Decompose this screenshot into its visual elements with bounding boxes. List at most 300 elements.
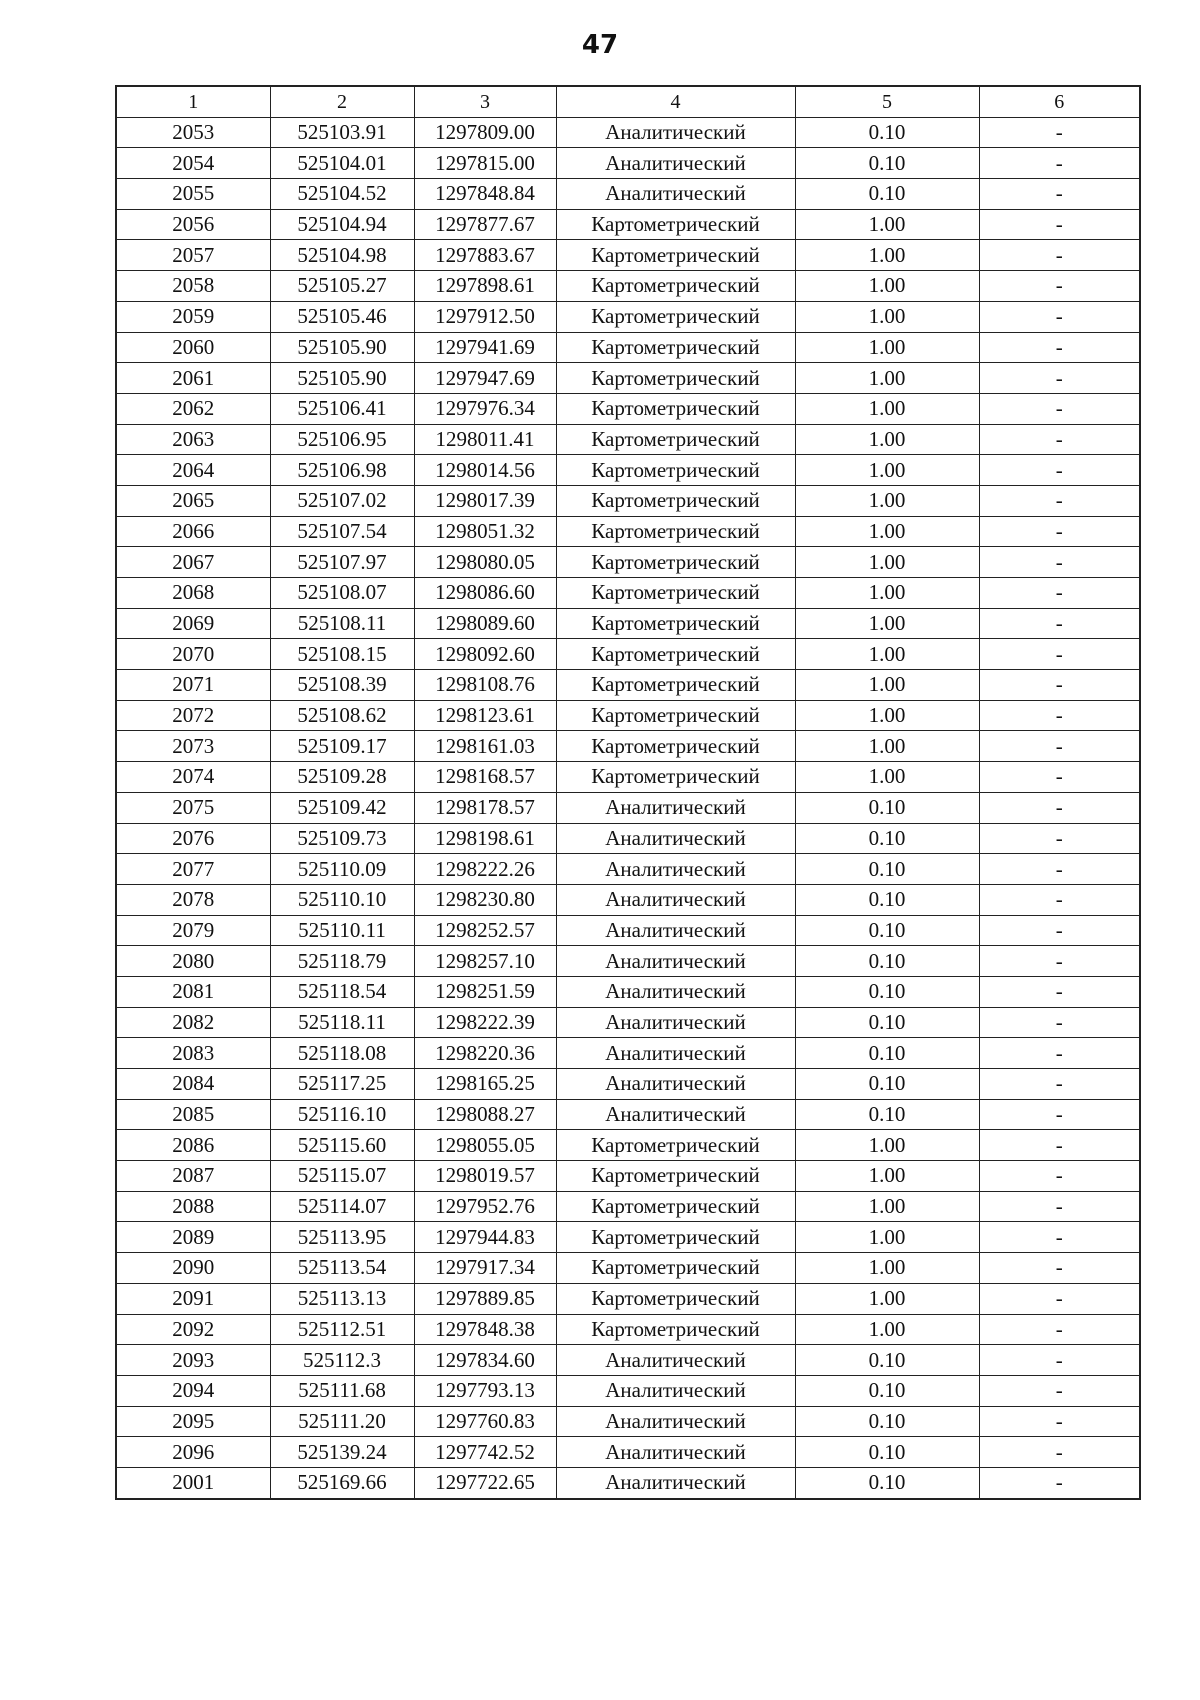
table-row xyxy=(116,363,1140,394)
accuracy-cell: 1.00 xyxy=(795,516,979,547)
y-coordinate-cell: 1298168.57 xyxy=(414,762,556,793)
table-row xyxy=(116,240,1140,271)
description-cell: - xyxy=(979,363,1140,394)
point-number-cell: 2079 xyxy=(116,915,270,946)
table-row xyxy=(116,608,1140,639)
y-coordinate-cell: 1298108.76 xyxy=(414,670,556,701)
accuracy-cell: 1.00 xyxy=(795,547,979,578)
x-coordinate-cell: 525112.51 xyxy=(270,1314,414,1345)
y-coordinate-cell: 1298165.25 xyxy=(414,1069,556,1100)
x-coordinate-cell: 525108.11 xyxy=(270,608,414,639)
x-coordinate-cell: 525110.11 xyxy=(270,915,414,946)
y-coordinate-cell: 1297952.76 xyxy=(414,1191,556,1222)
x-coordinate-cell: 525106.98 xyxy=(270,455,414,486)
coordinates-table xyxy=(115,85,1141,1500)
method-cell: Картометрический xyxy=(556,547,795,578)
accuracy-cell: 1.00 xyxy=(795,424,979,455)
x-coordinate-cell: 525118.79 xyxy=(270,946,414,977)
table-row xyxy=(116,1345,1140,1376)
y-coordinate-cell: 1297848.38 xyxy=(414,1314,556,1345)
accuracy-cell: 0.10 xyxy=(795,1345,979,1376)
table-row xyxy=(116,731,1140,762)
description-cell: - xyxy=(979,1437,1140,1468)
method-cell: Картометрический xyxy=(556,670,795,701)
x-coordinate-cell: 525104.52 xyxy=(270,179,414,210)
column-header-6: 6 xyxy=(979,86,1140,117)
y-coordinate-cell: 1298220.36 xyxy=(414,1038,556,1069)
method-cell: Аналитический xyxy=(556,1007,795,1038)
accuracy-cell: 0.10 xyxy=(795,148,979,179)
x-coordinate-cell: 525117.25 xyxy=(270,1069,414,1100)
table-row xyxy=(116,455,1140,486)
y-coordinate-cell: 1298222.39 xyxy=(414,1007,556,1038)
method-cell: Аналитический xyxy=(556,1099,795,1130)
accuracy-cell: 1.00 xyxy=(795,1130,979,1161)
column-header-5: 5 xyxy=(795,86,979,117)
description-cell: - xyxy=(979,271,1140,302)
description-cell: - xyxy=(979,148,1140,179)
x-coordinate-cell: 525113.95 xyxy=(270,1222,414,1253)
table-row xyxy=(116,1283,1140,1314)
method-cell: Картометрический xyxy=(556,1161,795,1192)
point-number-cell: 2053 xyxy=(116,117,270,148)
coordinates-table-container xyxy=(115,85,1141,1500)
point-number-cell: 2073 xyxy=(116,731,270,762)
x-coordinate-cell: 525104.01 xyxy=(270,148,414,179)
method-cell: Аналитический xyxy=(556,179,795,210)
method-cell: Картометрический xyxy=(556,455,795,486)
x-coordinate-cell: 525114.07 xyxy=(270,1191,414,1222)
accuracy-cell: 0.10 xyxy=(795,1437,979,1468)
y-coordinate-cell: 1297834.60 xyxy=(414,1345,556,1376)
y-coordinate-cell: 1298080.05 xyxy=(414,547,556,578)
x-coordinate-cell: 525113.54 xyxy=(270,1253,414,1284)
description-cell: - xyxy=(979,823,1140,854)
method-cell: Аналитический xyxy=(556,854,795,885)
accuracy-cell: 0.10 xyxy=(795,854,979,885)
description-cell: - xyxy=(979,946,1140,977)
x-coordinate-cell: 525111.68 xyxy=(270,1375,414,1406)
x-coordinate-cell: 525111.20 xyxy=(270,1406,414,1437)
method-cell: Картометрический xyxy=(556,424,795,455)
accuracy-cell: 1.00 xyxy=(795,578,979,609)
point-number-cell: 2081 xyxy=(116,976,270,1007)
method-cell: Картометрический xyxy=(556,332,795,363)
accuracy-cell: 1.00 xyxy=(795,1191,979,1222)
y-coordinate-cell: 1297912.50 xyxy=(414,301,556,332)
method-cell: Аналитический xyxy=(556,148,795,179)
accuracy-cell: 1.00 xyxy=(795,1161,979,1192)
point-number-cell: 2089 xyxy=(116,1222,270,1253)
column-header-3: 3 xyxy=(414,86,556,117)
table-row xyxy=(116,485,1140,516)
y-coordinate-cell: 1297917.34 xyxy=(414,1253,556,1284)
x-coordinate-cell: 525106.95 xyxy=(270,424,414,455)
accuracy-cell: 1.00 xyxy=(795,363,979,394)
description-cell: - xyxy=(979,1069,1140,1100)
point-number-cell: 2088 xyxy=(116,1191,270,1222)
table-row xyxy=(116,332,1140,363)
point-number-cell: 2061 xyxy=(116,363,270,394)
point-number-cell: 2086 xyxy=(116,1130,270,1161)
point-number-cell: 2055 xyxy=(116,179,270,210)
table-row xyxy=(116,946,1140,977)
method-cell: Аналитический xyxy=(556,1038,795,1069)
accuracy-cell: 0.10 xyxy=(795,915,979,946)
accuracy-cell: 0.10 xyxy=(795,117,979,148)
y-coordinate-cell: 1298086.60 xyxy=(414,578,556,609)
point-number-cell: 2087 xyxy=(116,1161,270,1192)
accuracy-cell: 1.00 xyxy=(795,731,979,762)
description-cell: - xyxy=(979,179,1140,210)
accuracy-cell: 1.00 xyxy=(795,670,979,701)
table-row xyxy=(116,1130,1140,1161)
table-row xyxy=(116,915,1140,946)
method-cell: Аналитический xyxy=(556,823,795,854)
y-coordinate-cell: 1298014.56 xyxy=(414,455,556,486)
table-row xyxy=(116,976,1140,1007)
accuracy-cell: 0.10 xyxy=(795,792,979,823)
point-number-cell: 2094 xyxy=(116,1375,270,1406)
description-cell: - xyxy=(979,1038,1140,1069)
table-row xyxy=(116,271,1140,302)
y-coordinate-cell: 1297941.69 xyxy=(414,332,556,363)
table-row xyxy=(116,1253,1140,1284)
table-row xyxy=(116,117,1140,148)
table-row xyxy=(116,792,1140,823)
y-coordinate-cell: 1297742.52 xyxy=(414,1437,556,1468)
x-coordinate-cell: 525104.94 xyxy=(270,209,414,240)
method-cell: Картометрический xyxy=(556,363,795,394)
y-coordinate-cell: 1298178.57 xyxy=(414,792,556,823)
method-cell: Аналитический xyxy=(556,117,795,148)
accuracy-cell: 0.10 xyxy=(795,179,979,210)
y-coordinate-cell: 1297877.67 xyxy=(414,209,556,240)
table-row xyxy=(116,1222,1140,1253)
accuracy-cell: 0.10 xyxy=(795,1467,979,1498)
description-cell: - xyxy=(979,1191,1140,1222)
y-coordinate-cell: 1298230.80 xyxy=(414,884,556,915)
point-number-cell: 2077 xyxy=(116,854,270,885)
table-row xyxy=(116,1038,1140,1069)
accuracy-cell: 1.00 xyxy=(795,332,979,363)
point-number-cell: 2080 xyxy=(116,946,270,977)
point-number-cell: 2069 xyxy=(116,608,270,639)
accuracy-cell: 1.00 xyxy=(795,700,979,731)
description-cell: - xyxy=(979,547,1140,578)
description-cell: - xyxy=(979,884,1140,915)
method-cell: Картометрический xyxy=(556,700,795,731)
accuracy-cell: 1.00 xyxy=(795,240,979,271)
accuracy-cell: 1.00 xyxy=(795,485,979,516)
point-number-cell: 2093 xyxy=(116,1345,270,1376)
accuracy-cell: 1.00 xyxy=(795,455,979,486)
method-cell: Картометрический xyxy=(556,731,795,762)
point-number-cell: 2083 xyxy=(116,1038,270,1069)
table-row xyxy=(116,179,1140,210)
y-coordinate-cell: 1297889.85 xyxy=(414,1283,556,1314)
table-row xyxy=(116,639,1140,670)
method-cell: Аналитический xyxy=(556,884,795,915)
y-coordinate-cell: 1298017.39 xyxy=(414,485,556,516)
point-number-cell: 2075 xyxy=(116,792,270,823)
description-cell: - xyxy=(979,240,1140,271)
y-coordinate-cell: 1297976.34 xyxy=(414,393,556,424)
method-cell: Аналитический xyxy=(556,915,795,946)
x-coordinate-cell: 525107.54 xyxy=(270,516,414,547)
accuracy-cell: 0.10 xyxy=(795,1038,979,1069)
y-coordinate-cell: 1297848.84 xyxy=(414,179,556,210)
description-cell: - xyxy=(979,1406,1140,1437)
table-row xyxy=(116,670,1140,701)
table-row xyxy=(116,823,1140,854)
x-coordinate-cell: 525118.08 xyxy=(270,1038,414,1069)
y-coordinate-cell: 1298222.26 xyxy=(414,854,556,885)
table-row xyxy=(116,148,1140,179)
y-coordinate-cell: 1298089.60 xyxy=(414,608,556,639)
accuracy-cell: 1.00 xyxy=(795,1314,979,1345)
table-row xyxy=(116,1467,1140,1498)
x-coordinate-cell: 525105.46 xyxy=(270,301,414,332)
column-header-1: 1 xyxy=(116,86,270,117)
description-cell: - xyxy=(979,1099,1140,1130)
method-cell: Картометрический xyxy=(556,1253,795,1284)
description-cell: - xyxy=(979,915,1140,946)
method-cell: Аналитический xyxy=(556,1437,795,1468)
y-coordinate-cell: 1298251.59 xyxy=(414,976,556,1007)
description-cell: - xyxy=(979,639,1140,670)
x-coordinate-cell: 525108.15 xyxy=(270,639,414,670)
point-number-cell: 2074 xyxy=(116,762,270,793)
method-cell: Аналитический xyxy=(556,1375,795,1406)
table-row xyxy=(116,1437,1140,1468)
y-coordinate-cell: 1297722.65 xyxy=(414,1467,556,1498)
x-coordinate-cell: 525116.10 xyxy=(270,1099,414,1130)
accuracy-cell: 0.10 xyxy=(795,1007,979,1038)
accuracy-cell: 1.00 xyxy=(795,639,979,670)
x-coordinate-cell: 525108.62 xyxy=(270,700,414,731)
description-cell: - xyxy=(979,1314,1140,1345)
x-coordinate-cell: 525103.91 xyxy=(270,117,414,148)
column-header-2: 2 xyxy=(270,86,414,117)
description-cell: - xyxy=(979,516,1140,547)
method-cell: Аналитический xyxy=(556,1069,795,1100)
point-number-cell: 2056 xyxy=(116,209,270,240)
x-coordinate-cell: 525109.73 xyxy=(270,823,414,854)
x-coordinate-cell: 525105.27 xyxy=(270,271,414,302)
description-cell: - xyxy=(979,700,1140,731)
accuracy-cell: 1.00 xyxy=(795,393,979,424)
x-coordinate-cell: 525115.07 xyxy=(270,1161,414,1192)
method-cell: Картометрический xyxy=(556,240,795,271)
method-cell: Аналитический xyxy=(556,946,795,977)
description-cell: - xyxy=(979,762,1140,793)
description-cell: - xyxy=(979,332,1140,363)
x-coordinate-cell: 525110.09 xyxy=(270,854,414,885)
accuracy-cell: 1.00 xyxy=(795,1253,979,1284)
description-cell: - xyxy=(979,117,1140,148)
table-row xyxy=(116,1099,1140,1130)
point-number-cell: 2078 xyxy=(116,884,270,915)
point-number-cell: 2057 xyxy=(116,240,270,271)
table-row xyxy=(116,762,1140,793)
table-row xyxy=(116,1314,1140,1345)
method-cell: Картометрический xyxy=(556,608,795,639)
accuracy-cell: 1.00 xyxy=(795,762,979,793)
method-cell: Картометрический xyxy=(556,1222,795,1253)
x-coordinate-cell: 525104.98 xyxy=(270,240,414,271)
point-number-cell: 2072 xyxy=(116,700,270,731)
y-coordinate-cell: 1298055.05 xyxy=(414,1130,556,1161)
y-coordinate-cell: 1297815.00 xyxy=(414,148,556,179)
point-number-cell: 2062 xyxy=(116,393,270,424)
point-number-cell: 2068 xyxy=(116,578,270,609)
table-row xyxy=(116,209,1140,240)
accuracy-cell: 1.00 xyxy=(795,301,979,332)
x-coordinate-cell: 525108.39 xyxy=(270,670,414,701)
y-coordinate-cell: 1298019.57 xyxy=(414,1161,556,1192)
x-coordinate-cell: 525169.66 xyxy=(270,1467,414,1498)
method-cell: Картометрический xyxy=(556,578,795,609)
y-coordinate-cell: 1297898.61 xyxy=(414,271,556,302)
accuracy-cell: 1.00 xyxy=(795,608,979,639)
point-number-cell: 2065 xyxy=(116,485,270,516)
method-cell: Картометрический xyxy=(556,271,795,302)
table-row xyxy=(116,393,1140,424)
point-number-cell: 2066 xyxy=(116,516,270,547)
y-coordinate-cell: 1298011.41 xyxy=(414,424,556,455)
point-number-cell: 2091 xyxy=(116,1283,270,1314)
point-number-cell: 2084 xyxy=(116,1069,270,1100)
y-coordinate-cell: 1298051.32 xyxy=(414,516,556,547)
y-coordinate-cell: 1298198.61 xyxy=(414,823,556,854)
table-row xyxy=(116,1191,1140,1222)
y-coordinate-cell: 1297947.69 xyxy=(414,363,556,394)
point-number-cell: 2064 xyxy=(116,455,270,486)
description-cell: - xyxy=(979,854,1140,885)
point-number-cell: 2095 xyxy=(116,1406,270,1437)
table-row xyxy=(116,1161,1140,1192)
x-coordinate-cell: 525118.11 xyxy=(270,1007,414,1038)
x-coordinate-cell: 525109.28 xyxy=(270,762,414,793)
point-number-cell: 2082 xyxy=(116,1007,270,1038)
method-cell: Картометрический xyxy=(556,762,795,793)
method-cell: Картометрический xyxy=(556,639,795,670)
accuracy-cell: 1.00 xyxy=(795,271,979,302)
description-cell: - xyxy=(979,301,1140,332)
y-coordinate-cell: 1298252.57 xyxy=(414,915,556,946)
method-cell: Картометрический xyxy=(556,516,795,547)
method-cell: Картометрический xyxy=(556,1283,795,1314)
description-cell: - xyxy=(979,976,1140,1007)
method-cell: Аналитический xyxy=(556,1345,795,1376)
header-row xyxy=(116,86,1140,117)
table-row xyxy=(116,1375,1140,1406)
description-cell: - xyxy=(979,1253,1140,1284)
x-coordinate-cell: 525110.10 xyxy=(270,884,414,915)
description-cell: - xyxy=(979,209,1140,240)
x-coordinate-cell: 525107.97 xyxy=(270,547,414,578)
x-coordinate-cell: 525109.17 xyxy=(270,731,414,762)
x-coordinate-cell: 525107.02 xyxy=(270,485,414,516)
method-cell: Аналитический xyxy=(556,976,795,1007)
description-cell: - xyxy=(979,608,1140,639)
point-number-cell: 2054 xyxy=(116,148,270,179)
description-cell: - xyxy=(979,1345,1140,1376)
description-cell: - xyxy=(979,485,1140,516)
x-coordinate-cell: 525109.42 xyxy=(270,792,414,823)
method-cell: Аналитический xyxy=(556,792,795,823)
x-coordinate-cell: 525105.90 xyxy=(270,332,414,363)
accuracy-cell: 0.10 xyxy=(795,976,979,1007)
point-number-cell: 2059 xyxy=(116,301,270,332)
x-coordinate-cell: 525105.90 xyxy=(270,363,414,394)
table-row xyxy=(116,301,1140,332)
y-coordinate-cell: 1297883.67 xyxy=(414,240,556,271)
description-cell: - xyxy=(979,455,1140,486)
method-cell: Картометрический xyxy=(556,485,795,516)
table-row xyxy=(116,700,1140,731)
table-row xyxy=(116,516,1140,547)
x-coordinate-cell: 525118.54 xyxy=(270,976,414,1007)
method-cell: Аналитический xyxy=(556,1467,795,1498)
point-number-cell: 2001 xyxy=(116,1467,270,1498)
description-cell: - xyxy=(979,1161,1140,1192)
description-cell: - xyxy=(979,1467,1140,1498)
description-cell: - xyxy=(979,1130,1140,1161)
table-row xyxy=(116,424,1140,455)
y-coordinate-cell: 1297793.13 xyxy=(414,1375,556,1406)
method-cell: Картометрический xyxy=(556,1314,795,1345)
method-cell: Картометрический xyxy=(556,1191,795,1222)
description-cell: - xyxy=(979,1222,1140,1253)
accuracy-cell: 0.10 xyxy=(795,884,979,915)
description-cell: - xyxy=(979,731,1140,762)
method-cell: Картометрический xyxy=(556,1130,795,1161)
point-number-cell: 2092 xyxy=(116,1314,270,1345)
y-coordinate-cell: 1298092.60 xyxy=(414,639,556,670)
accuracy-cell: 0.10 xyxy=(795,1099,979,1130)
point-number-cell: 2090 xyxy=(116,1253,270,1284)
page-number: 47 xyxy=(581,30,619,60)
method-cell: Картометрический xyxy=(556,393,795,424)
x-coordinate-cell: 525139.24 xyxy=(270,1437,414,1468)
accuracy-cell: 1.00 xyxy=(795,1283,979,1314)
point-number-cell: 2096 xyxy=(116,1437,270,1468)
table-row xyxy=(116,854,1140,885)
y-coordinate-cell: 1298257.10 xyxy=(414,946,556,977)
table-header xyxy=(116,86,1140,117)
column-header-4: 4 xyxy=(556,86,795,117)
y-coordinate-cell: 1298123.61 xyxy=(414,700,556,731)
accuracy-cell: 0.10 xyxy=(795,946,979,977)
x-coordinate-cell: 525113.13 xyxy=(270,1283,414,1314)
table-row xyxy=(116,1069,1140,1100)
description-cell: - xyxy=(979,1283,1140,1314)
description-cell: - xyxy=(979,424,1140,455)
description-cell: - xyxy=(979,792,1140,823)
method-cell: Аналитический xyxy=(556,1406,795,1437)
y-coordinate-cell: 1297760.83 xyxy=(414,1406,556,1437)
accuracy-cell: 0.10 xyxy=(795,1406,979,1437)
y-coordinate-cell: 1297809.00 xyxy=(414,117,556,148)
x-coordinate-cell: 525106.41 xyxy=(270,393,414,424)
description-cell: - xyxy=(979,1007,1140,1038)
y-coordinate-cell: 1297944.83 xyxy=(414,1222,556,1253)
method-cell: Картометрический xyxy=(556,209,795,240)
accuracy-cell: 1.00 xyxy=(795,1222,979,1253)
point-number-cell: 2060 xyxy=(116,332,270,363)
